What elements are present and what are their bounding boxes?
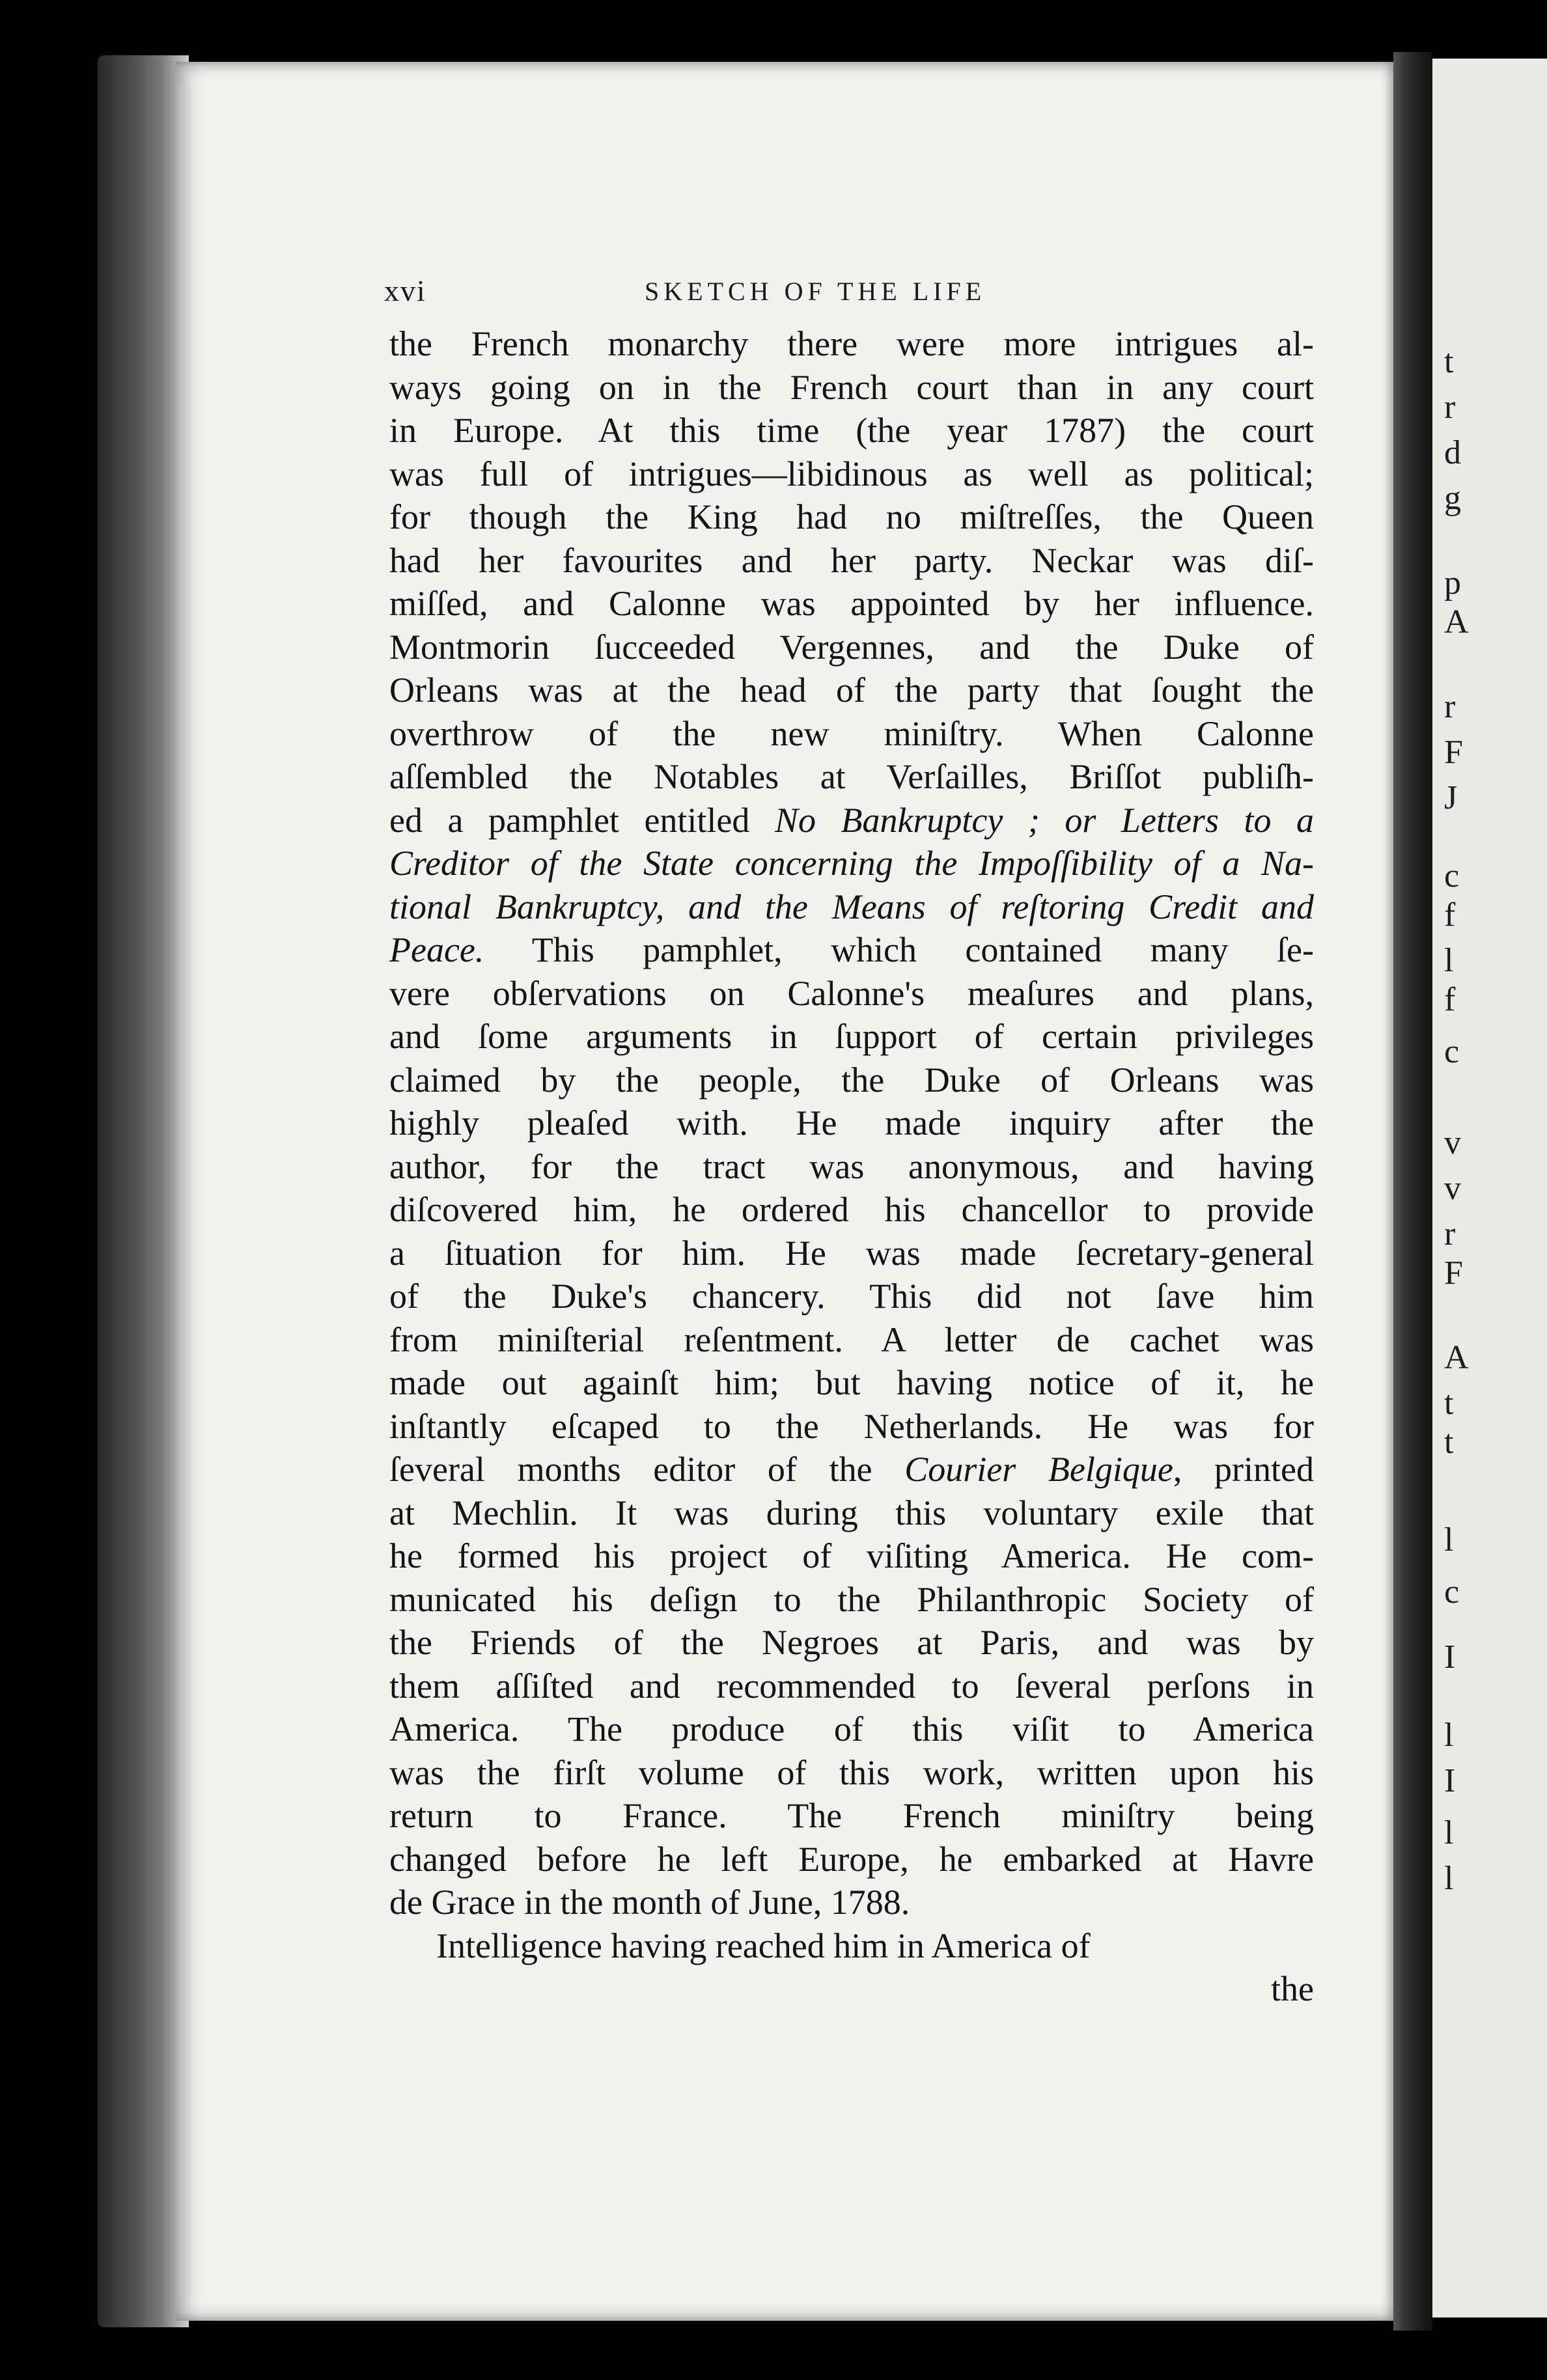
page-number: xvi (384, 274, 426, 307)
text-segment: overthrow of the new miniſtry. When Calonne (389, 713, 1314, 753)
text-line (389, 1621, 1314, 1665)
text-line (389, 1232, 1314, 1275)
adjacent-page-letter: I (1444, 1639, 1456, 1676)
text-segment: diſcovered him, he ordered his chancellor to provide (389, 1190, 1314, 1229)
italic-text: Creditor of the State concerning the Impoſſibility of a Na- (389, 844, 1314, 883)
adjacent-page-letter: t (1444, 1424, 1454, 1461)
adjacent-page-letter: F (1444, 1254, 1463, 1292)
text-segment: made out againſt him; but having notice of it, he (389, 1363, 1314, 1402)
adjacent-page-letter: t (1444, 343, 1454, 380)
adjacent-page-letter: c (1444, 1573, 1460, 1611)
adjacent-page-letter: l (1444, 942, 1454, 979)
text-line (389, 972, 1314, 1016)
text-line (389, 1534, 1314, 1578)
text-segment: inſtantly eſcaped to the Netherlands. He was for (389, 1406, 1314, 1446)
text-line (389, 1838, 1314, 1881)
text-line (389, 669, 1314, 712)
running-head (384, 273, 1315, 312)
text-segment: and ſome arguments in ſupport of certain privileges (389, 1017, 1314, 1056)
body-text (389, 322, 1314, 2011)
text-line (389, 928, 1314, 972)
text-segment: he formed his project of viſiting America. He com- (389, 1536, 1314, 1575)
italic-text: Courier Belgique (904, 1450, 1173, 1489)
adjacent-page-letter: l (1444, 1860, 1454, 1897)
adjacent-page-letter: I (1444, 1762, 1456, 1799)
text-line (389, 366, 1314, 409)
adjacent-page-letter: A (1444, 603, 1469, 641)
adjacent-page-letter: A (1444, 1339, 1469, 1376)
catchword: the (1271, 1969, 1314, 2008)
italic-text: No Bankruptcy ; or Letters to a (774, 800, 1314, 840)
text-line (389, 1361, 1314, 1405)
text-segment: for though the King had no miſtreſſes, the Queen (389, 497, 1314, 536)
italic-text: tional Bankruptcy, and the Means of reſtoring Credit and (389, 887, 1314, 926)
text-line (389, 1924, 1314, 1968)
adjacent-page-letter: r (1444, 688, 1456, 725)
text-segment: highly pleaſed with. He made inquiry after the (389, 1103, 1314, 1142)
text-segment: was the firſt volume of this work, written upon his (389, 1752, 1314, 1792)
text-segment: Orleans was at the head of the party that ſought the (389, 671, 1314, 710)
text-line (389, 1015, 1314, 1059)
text-line (389, 712, 1314, 756)
text-segment: claimed by the people, the Duke of Orleans was (389, 1060, 1314, 1100)
text-line (389, 1101, 1314, 1145)
text-line (389, 626, 1314, 669)
italic-text: Peace. (389, 930, 484, 969)
adjacent-page-letter: f (1444, 981, 1456, 1018)
text-segment: changed before he left Europe, he embarked at Havre (389, 1839, 1314, 1879)
text-segment: of the Duke's chancery. This did not ſave him (389, 1277, 1314, 1316)
adjacent-page-letter: t (1444, 1385, 1454, 1422)
text-segment: America. The produce of this viſit to America (389, 1709, 1314, 1749)
adjacent-page-letter: p (1444, 564, 1461, 602)
text-line (389, 582, 1314, 626)
text-line (389, 799, 1314, 842)
running-head-title: SKETCH OF THE LIFE (645, 277, 986, 306)
text-segment: municated his deſign to the Philanthropic Society of (389, 1579, 1314, 1619)
adjacent-page-letter: l (1444, 1521, 1454, 1558)
adjacent-page-letter: l (1444, 1717, 1454, 1754)
text-segment: Montmorin ſucceeded Vergennes, and the Duke of (389, 627, 1314, 667)
text-line (389, 885, 1314, 929)
text-line (389, 1275, 1314, 1318)
text-segment: de Grace in the month of June, 1788. (389, 1883, 910, 1922)
adjacent-page-letter: r (1444, 389, 1456, 426)
text-line (389, 1145, 1314, 1189)
adjacent-page-letter: v (1444, 1170, 1461, 1207)
text-line (389, 1448, 1314, 1491)
text-segment: Intelligence having reached him in America of (436, 1926, 1091, 1965)
text-segment: ed a pamphlet entitled (389, 800, 775, 840)
adjacent-page-letter: c (1444, 1033, 1460, 1070)
book-binding (1393, 52, 1432, 2331)
text-segment: vere obſervations on Calonne's meaſures and plans, (389, 973, 1314, 1013)
text-segment: had her favourites and her party. Neckar was diſ- (389, 540, 1314, 580)
text-line (389, 1665, 1314, 1708)
text-line (389, 1188, 1314, 1232)
text-line (389, 755, 1314, 799)
text-line (389, 1059, 1314, 1102)
text-line (389, 495, 1314, 539)
text-segment: in Europe. At this time (the year 1787) the court (389, 411, 1314, 450)
text-segment: ſeveral months editor of the (389, 1450, 905, 1489)
text-line (389, 1318, 1314, 1362)
adjacent-page-letter: l (1444, 1814, 1454, 1851)
text-segment: the Friends of the Negroes at Paris, and was by (389, 1623, 1314, 1662)
text-line (389, 1491, 1314, 1535)
adjacent-page-letter: d (1444, 434, 1461, 471)
text-line (389, 842, 1314, 885)
text-line (389, 1881, 1314, 1924)
text-segment: , printed (1173, 1450, 1314, 1489)
text-line (389, 1708, 1314, 1751)
adjacent-page-letter: r (1444, 1215, 1456, 1252)
text-segment: author, for the tract was anonymous, and having (389, 1146, 1314, 1186)
adjacent-page-letter: c (1444, 857, 1460, 894)
adjacent-page-letter: f (1444, 896, 1456, 934)
text-segment: them aſſiſted and recommended to ſeveral perſons in (389, 1666, 1314, 1706)
adjacent-page-fragment (1432, 59, 1547, 2318)
adjacent-page-letter: F (1444, 734, 1463, 771)
text-segment: miſſed, and Calonne was appointed by her influence. (389, 584, 1314, 623)
text-segment: aſſembled the Notables at Verſailles, Briſſot publiſh- (389, 757, 1314, 796)
text-line (389, 1405, 1314, 1448)
adjacent-page-letter: g (1444, 480, 1461, 517)
text-line (389, 1578, 1314, 1622)
text-line (389, 452, 1314, 496)
text-line (389, 409, 1314, 452)
text-segment: return to France. The French miniſtry being (389, 1796, 1314, 1835)
text-segment: This pamphlet, which contained many ſe- (484, 930, 1314, 969)
text-segment: ways going on in the French court than in any court (389, 367, 1314, 407)
adjacent-page-letter: J (1444, 779, 1458, 816)
text-segment: a ſituation for him. He was made ſecretary-general (389, 1233, 1314, 1273)
text-line (389, 322, 1314, 366)
text-line (389, 1794, 1314, 1838)
text-segment: was full of intrigues—libidinous as well as political; (389, 454, 1314, 493)
adjacent-page-letter: v (1444, 1124, 1461, 1161)
page-left-edge (98, 55, 189, 2327)
text-segment: at Mechlin. It was during this voluntary exile that (389, 1493, 1314, 1532)
text-segment: the French monarchy there were more intrigues al- (389, 324, 1314, 363)
text-line (389, 539, 1314, 583)
text-line (389, 1751, 1314, 1795)
text-segment: from miniſterial reſentment. A letter de cachet was (389, 1320, 1314, 1359)
